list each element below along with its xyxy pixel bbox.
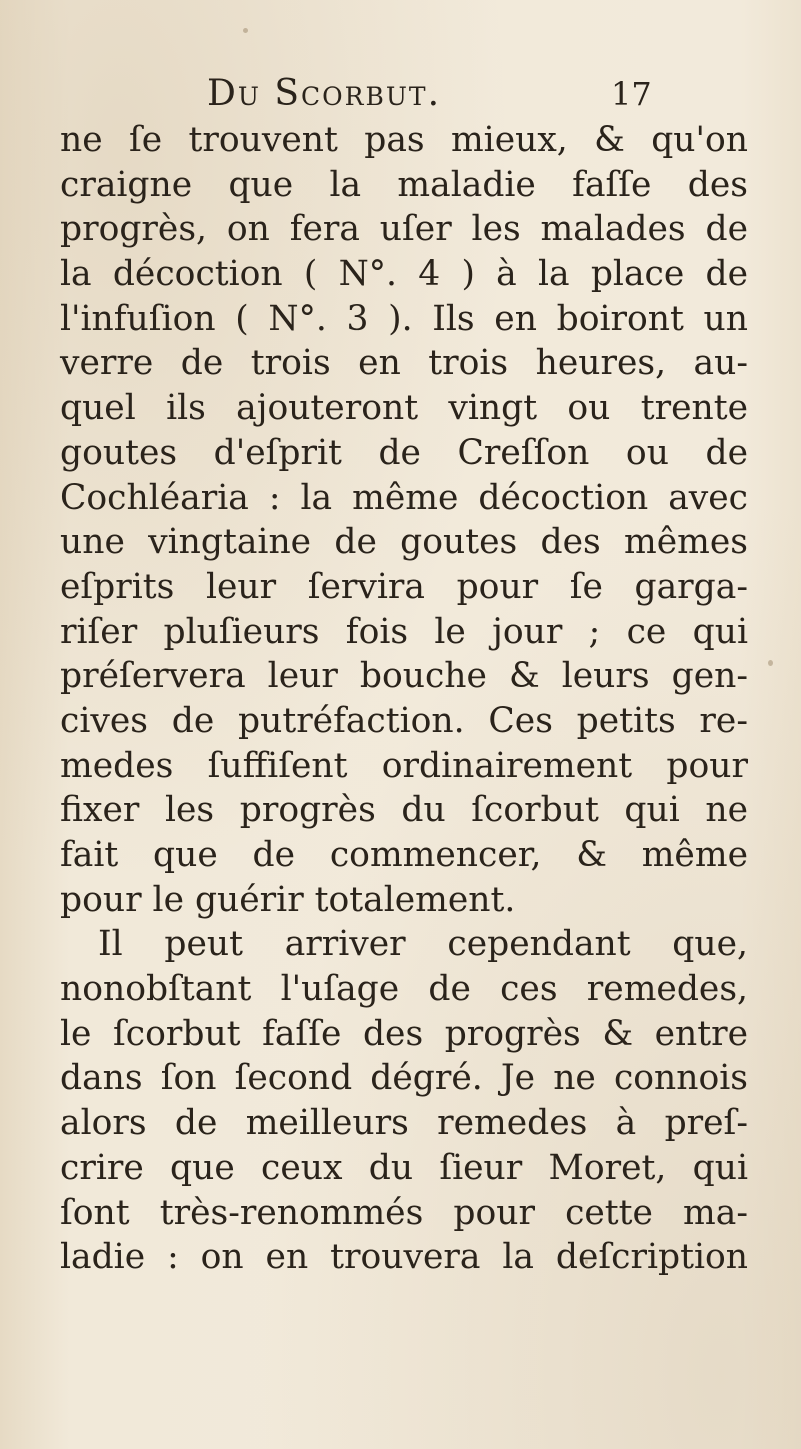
ink-speck <box>768 660 773 666</box>
text-line: goutes d'eſprit de Creſſon ou de <box>60 432 748 473</box>
text-line: quel ils ajouteront vingt ou trente <box>60 388 748 429</box>
ink-speck <box>243 28 248 33</box>
text-line: Il peut arriver cependant que, <box>98 924 748 965</box>
page-number: 17 <box>611 75 652 113</box>
text-line: la décoction ( N°. 4 ) à la place de <box>60 254 748 295</box>
text-line: dans ſon ſecond dégré. Je ne connois <box>60 1058 748 1099</box>
text-line: Cochléaria : la même décoction avec <box>60 477 748 518</box>
text-line: ſont très-renommés pour cette ma- <box>60 1192 748 1233</box>
body-text <box>60 118 748 1280</box>
text-line: pour le guérir totalement. <box>60 879 516 920</box>
running-title: Du Scorbut. <box>207 73 442 114</box>
text-line: ne ſe trouvent pas mieux, & qu'on <box>60 120 748 160</box>
text-line: crire que ceux du ſieur Moret, qui <box>60 1147 748 1188</box>
text-line: craigne que la maladie faſſe des <box>60 164 748 205</box>
text-line: nonobſtant l'uſage de ces remedes, <box>60 969 748 1010</box>
text-line: progrès, on fera uſer les malades de <box>60 209 748 250</box>
text-line: alors de meilleurs remedes à preſ- <box>60 1103 748 1144</box>
text-line: préſervera leur bouche & leurs gen- <box>60 656 748 697</box>
text-line: verre de trois en trois heures, au- <box>60 343 748 384</box>
text-line: l'infuſion ( N°. 3 ). Ils en boiront un <box>60 298 748 339</box>
text-line: riſer pluſieurs fois le jour ; ce qui <box>60 611 748 652</box>
text-line: cives de putréfaction. Ces petits re- <box>60 700 748 741</box>
text-line: ladie : on en trouvera la deſcription <box>60 1237 748 1278</box>
text-line: fait que de commencer, & même <box>60 835 748 875</box>
text-line: medes ſuffiſent ordinairement pour <box>60 745 748 786</box>
text-line: le ſcorbut faſſe des progrès & entre <box>60 1013 748 1054</box>
text-line: une vingtaine de goutes des mêmes <box>60 522 748 563</box>
text-line: fixer les progrès du ſcorbut qui ne <box>60 790 748 831</box>
text-line: eſprits leur ſervira pour ſe garga- <box>60 566 748 607</box>
page-header <box>0 72 801 116</box>
